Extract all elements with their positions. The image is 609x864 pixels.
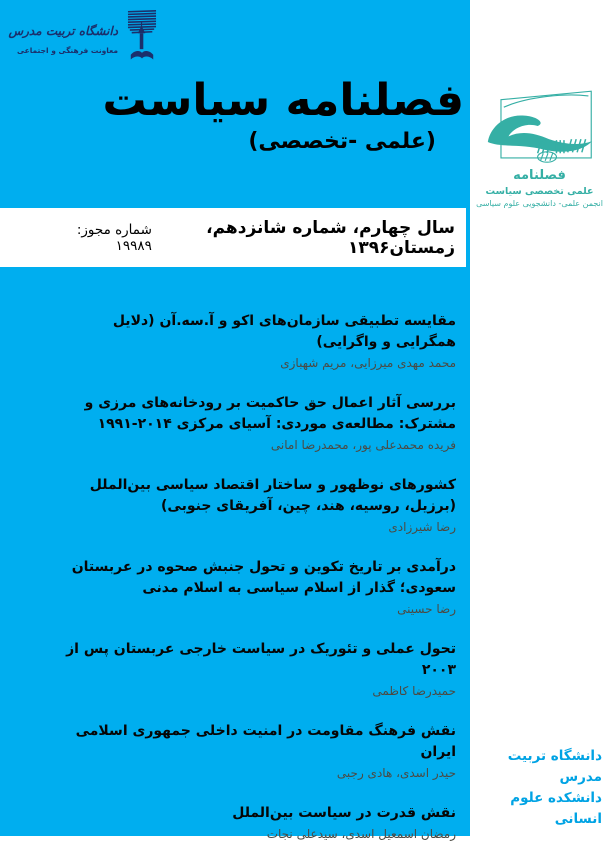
article-item	[55, 803, 456, 844]
article-list	[55, 311, 456, 864]
article-item	[55, 393, 456, 455]
article-title: تحول عملی و تئوریک در سیاست خارجی عربستان پس از ۲۰۰۳	[66, 641, 456, 678]
footer-faculty-name: دانشکده علوم انسانی	[510, 790, 602, 827]
footer-university-name: دانشگاه تربیت مدرس	[507, 748, 602, 785]
issue-info: سال چهارم، شماره شانزدهم، زمستان۱۳۹۶	[206, 217, 455, 258]
article-item	[55, 475, 456, 537]
article-authors: رضا شیرزادی	[388, 520, 456, 534]
journal-logo-title: فصلنامه	[513, 168, 566, 183]
article-item	[55, 311, 456, 373]
right-panel	[470, 0, 609, 836]
article-title: نقش قدرت در سیاست بین‌الملل	[232, 805, 456, 821]
article-title: کشورهای نوظهور و ساختار اقتصاد سیاسی بین‌الملل (برزیل، روسیه، هند، چین، آفریقای جنوبی)	[89, 477, 456, 514]
article-authors: رمضان اسمعیل اسدی، سیدعلی نجات	[266, 827, 456, 841]
journal-logo-subtitle: علمی تخصصی سیاست	[485, 186, 594, 197]
article-authors: فریده محمدعلی پور، محمدرضا امانی	[270, 438, 456, 452]
journal-logo-association: انجمن علمی- دانشجویی علوم سیاسی	[476, 199, 603, 208]
issue-band	[0, 208, 466, 267]
university-logo	[8, 8, 164, 66]
university-name: دانشگاه تربیت مدرس	[8, 24, 118, 38]
university-deputy: معاونت فرهنگی و اجتماعی	[17, 46, 118, 55]
faculty-footer	[474, 746, 602, 830]
article-authors: محمد مهدی میرزایی، مریم شهبازی	[280, 356, 456, 370]
article-authors: حمیدرضا کاظمی	[372, 684, 456, 698]
article-title: درآمدی بر تاریخ تکوین و تحول جنبش صحوه در عربستان سعودی؛ گذار از اسلام سیاسی به اسلام مدنی	[71, 559, 456, 596]
university-emblem-icon	[122, 8, 162, 66]
journal-subtitle: (علمی -تخصصی)	[248, 129, 436, 155]
article-title: مقایسه تطبیقی سازمان‌های اکو و آ.سه.آن (دلایل همگرایی و واگرایی)	[112, 313, 456, 350]
article-item	[55, 639, 456, 701]
article-authors: حیدر اسدی، هادی رجبی	[336, 766, 456, 780]
masthead	[0, 72, 464, 154]
university-logo-text	[8, 24, 118, 55]
article-title: بررسی آثار اعمال حق حاکمیت بر رودخانه‌های مرزی و مشترک: مطالعه‌ی موردی: آسیای مرکزی ۲۰۱۴-۱۹۹۱	[84, 395, 456, 432]
article-item	[55, 721, 456, 783]
journal-logo	[470, 86, 609, 208]
journal-logo-icon	[485, 86, 595, 166]
journal-title: فصلنامه سیاست	[102, 75, 464, 126]
article-title: نقش فرهنگ مقاومت در امنیت داخلی جمهوری اسلامی ایران	[75, 723, 456, 760]
article-item	[55, 557, 456, 619]
license-number: شماره مجوز: ۱۹۹۸۹	[76, 221, 152, 254]
article-authors: رضا حسینی	[397, 602, 456, 616]
